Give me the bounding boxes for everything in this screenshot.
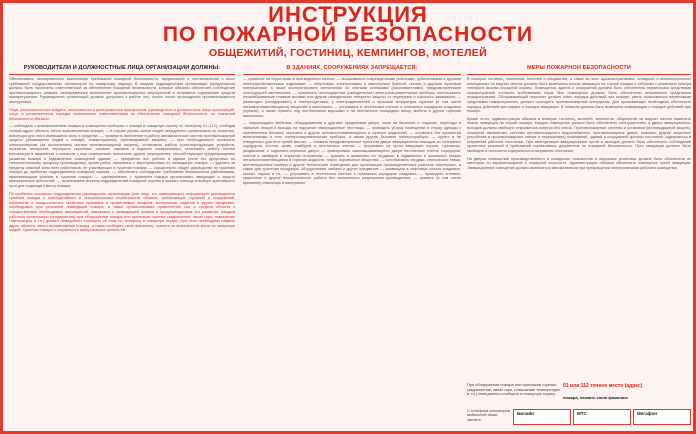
operator-megafon-label: Мегафон	[637, 411, 657, 416]
title-line2: ПО ПОЖАРНОЙ БЕЗОПАСНОСТИ	[162, 23, 534, 46]
operator-phone-row	[467, 409, 691, 425]
left-text-1: Обеспечивать своевременное выполнение требований пожарной безопасности, предписаний и постановлений и иных требований государственных инспекторов по пожарному надзору. В каждом подразделении организации (предприятия) должны быть назначены ответственные за обеспечение пожарной безопасности, которые обязаны обеспечить соблюдение противопожарного режима, своевременное выполнение противопожарных мероприятий и исправное содержание средств пожаротушения. Руководители организаций должны допускать к работе лиц только после прохождения противопожарного инструктажа.	[9, 77, 235, 104]
middle-column-heading: В ЗДАНИЯХ, СООРУЖЕНИЯХ ЗАПРЕЩАЕТСЯ:	[286, 65, 418, 71]
operator-mts-label: МТС	[577, 411, 587, 416]
right-text-3: На дверях помещений производственного и складского назначения и наружных установок должна быть обозначена их категория по взрывопожарной и пожарной опасности. Администрация обязана обеспечить освещение путей эвакуации. Эвакуационное освещение должно включаться автоматически при прекращении электропитания рабочего освещения.	[467, 156, 691, 170]
operator-beeline	[513, 409, 571, 425]
right-column	[467, 65, 691, 381]
right-text-1: В номерах гостиниц, кемпингов, мотелей и общежитий, а также во всех административных, складских и вспомогательных помещениях на видных местах должны быть вывешены планы эвакуации на случай пожара и таблички с указанием номера телефона вызова пожарной охраны. Помещения, здания и сооружения должны быть обеспечены первичными средствами пожаротушения согласно требованиям норм. Все помещения должны быть обеспечены исправными средствами пожаротушения. Обслуживающий персонал должен знать порядок действий при пожаре, уметь пользоваться первичными средствами пожаротушения, должен проходить противопожарный инструктаж. Для проживающих необходимо обеспечить порядок действий при пожаре и порядок эвакуации. В номерах должна быть вывешена информация о порядке действий при пожаре.	[467, 77, 691, 114]
divider	[243, 74, 461, 75]
subtitle: ОБЩЕЖИТИЙ, ГОСТИНИЦ, КЕМПИНГОВ, МОТЕЛЕЙ	[209, 47, 487, 59]
left-text-4: По прибытии пожарного подразделения руководитель организации (или лицо, его замещающее) информирует руководителя тушения пожара о конструктивных и технологических особенностях объекта, прилегающих строений и сооружений, количестве и пожароопасных свойствах хранимых и применяемых веществ, материалов, изделий и других сведениях, необходимых для успешной ликвидации пожара, а также организовывает привлечение сил и средств объекта к осуществлению необходимых мероприятий, связанных с ликвидацией пожара и предупреждением его развития. Каждый работник организации (предприятия) при обнаружении пожара или признаков горения (задымление, запах гари, повышение температуры и т.п.) должен немедленно сообщить об этом по телефону в пожарную охрану (при этом необходимо назвать адрес объекта, место возникновения пожара, а также сообщить свою фамилию); принять по возможности меры по эвакуации людей, тушению пожара и сохранности материальных ценностей.	[9, 191, 235, 233]
left-column	[9, 65, 235, 425]
fire-phone-line: 01 или 112 точное место (адрес)	[563, 383, 643, 389]
fire-notice	[467, 383, 691, 427]
middle-text-1: — хранение на территории в неотведенных местах; — пользоваться поврежденными розетками, рубильниками и другими электроустановочными изделиями; — обертывать электролампы и светильники бумагой, тканью и другими горючими материалами, а также эксплуатировать светильники со снятыми колпаками (рассеивателями), предусмотренными конструкцией светильника; — применять нестандартные (самодельные) электронагревательные приборы, использовать некалиброванные плавкие вставки или другие самодельные аппараты защиты от перегрузки и короткого замыкания; — размещать (складировать) в электрощитовых, у электродвигателей и пусковой аппаратуры горючие (в том числе легковоспламеняющиеся) вещества и материалы; — устраивать в лестничных клетках и поэтажных коридорах кладовые (чуланы), а также хранить под лестничными маршами и на лестничных площадках вещи, мебель и другие горючие материалы;	[243, 77, 461, 118]
fire-notice-text: При обнаружении пожара или признаков горения (задымление, запах гари, повышение температуры и т.п.) немедленно сообщить в пожарную охрану	[467, 382, 561, 397]
divider	[467, 74, 691, 75]
operator-mts	[573, 409, 631, 425]
operator-beeline-label: Билайн	[517, 411, 534, 416]
title-line1: ИНСТРУКЦИЯ	[268, 2, 428, 27]
left-text-2: Лица, уполномоченные владеть, пользоваться и распоряжаться имуществом, руководители и должностные лица организаций, лица, в установленном порядке назначенные ответственными за обеспечение пожарной безопасности, по пожарной безопасности обязаны:	[9, 107, 235, 121]
operator-megafon	[633, 409, 691, 425]
operator-label: С телефона операторов мобильной связи звонить:	[467, 409, 510, 422]
middle-column	[243, 65, 461, 425]
left-text-3: — соблюдать с возникновением пожара в помещении сообщить о пожаре в пожарную охрану по телефону 01 (112), сообщив точный адрес объекта, место возникновения пожара; — в случае угрозы жизни людей немедленно организовать их спасение, используя для этого имеющиеся силы и средства; — проверить включение в работу автоматических систем противопожарной защиты (оповещения людей о пожаре, пожаротушения, противодымной защиты); — при необходимости отключить электроэнергию (за исключением систем противопожарной защиты), остановить работу транспортирующих устройств, агрегатов, аппаратов, перекрыть сырьевые, газовые, паровые и водяные коммуникации, остановить работу систем вентиляции в аварийном и смежном с ним помещениях, выполнить другие мероприятия, способствующие предотвращению развития пожара и задымлению помещений здания; — прекратить все работы в здании (если это допустимо по технологическому процессу производства), кроме работ, связанных с мероприятиями по ликвидации пожара; — удалить за пределы опасной зоны всех работников, не участвующих в тушении пожара; — осуществить общее руководство по тушению пожара до прибытия подразделения пожарной охраны; — обеспечить соблюдение требований безопасности работниками, принимающими участие в тушении пожара; — одновременно с тушением пожара организовать эвакуацию и защиту материальных ценностей; — организовать встречу подразделений пожарной охраны и оказать помощь в выборе кратчайшего пути для подъезда к месту пожара.	[9, 124, 235, 189]
left-column-heading: РУКОВОДИТЕЛИ И ДОЛЖНОСТНЫЕ ЛИЦА ОРГАНИЗАЦИЙ ДОЛЖНЫ:	[23, 65, 221, 71]
fire-notice-sub: пожара, назвать свою фамилию	[563, 395, 628, 400]
right-column-heading: МЕРЫ ПОЖАРНОЙ БЕЗОПАСНОСТИ	[526, 65, 632, 71]
right-text-2: Кроме этого, администрация обязана в номерах гостиниц, мотелей, кемпингов, общежитий на видных местах вывесить планы эвакуации на случай пожара. Каждое помещение должно быть обеспечено огнетушителем, а двери эвакуационных выходов должны свободно открываться изнутри без ключа. Противопожарные системы и установки (противодымной защиты, пожарной автоматики, системы противопожарного водоснабжения, противопожарные двери, клапаны, другие защитные устройства в противопожарных стенах и перекрытиях) помещений, зданий и сооружений должны постоянно содержаться в исправном рабочем состоянии. При эксплуатации эвакуационных путей и выходов должно быть обеспечено соблюдение проектных решений и требований нормативных документов по пожарной безопасности. Пути эвакуации должны быть свободны и постоянно содержаться в исправном состоянии.	[467, 116, 691, 153]
divider	[9, 74, 235, 75]
middle-text-2: — загромождать мебелью, оборудованием и другими предметами двери, люки на балконах и лоджиях, переходы в смежные секции и выходы на наружные эвакуационные лестницы; — проводить уборку помещений и стирку одежды с применением бензина, керосина и других легковоспламеняющихся и горючих жидкостей; — оставлять без присмотра включенными в сеть электронагревательные приборы, а также другие бытовые электроприборы; — курить в не отведенных для этих целей местах; — снимать предусмотренные проектом двери эвакуационных выходов из поэтажных коридоров, холлов, фойе, тамбуров и лестничных клеток; — устраивать на путях эвакуации пороги, турникеты, раздвижные и подъемно-опускные двери; — фиксировать самозакрывающиеся двери лестничных клеток, коридоров, холлов и тамбуров в открытом положении; — хранить и применять на чердаках, в подвальных и цокольных этажах легковоспламеняющиеся и горючие жидкости, порох, взрывчатые вещества; — использовать чердаки, технические этажи, вентиляционные камеры и другие технические помещения для организации производственных участков, мастерских, а также для хранения продукции, оборудования, мебели и других предметов; — размещать в лифтовых холлах кладовые, киоски, ларьки и т.п.; — устраивать в лестничных клетках и поэтажных коридорах кладовые; — проводить огневые, сварочные и другие пожароопасные работы без письменного разрешения руководителя; — хранить (в том числе временно) инвентарь и материалы.	[243, 121, 461, 186]
